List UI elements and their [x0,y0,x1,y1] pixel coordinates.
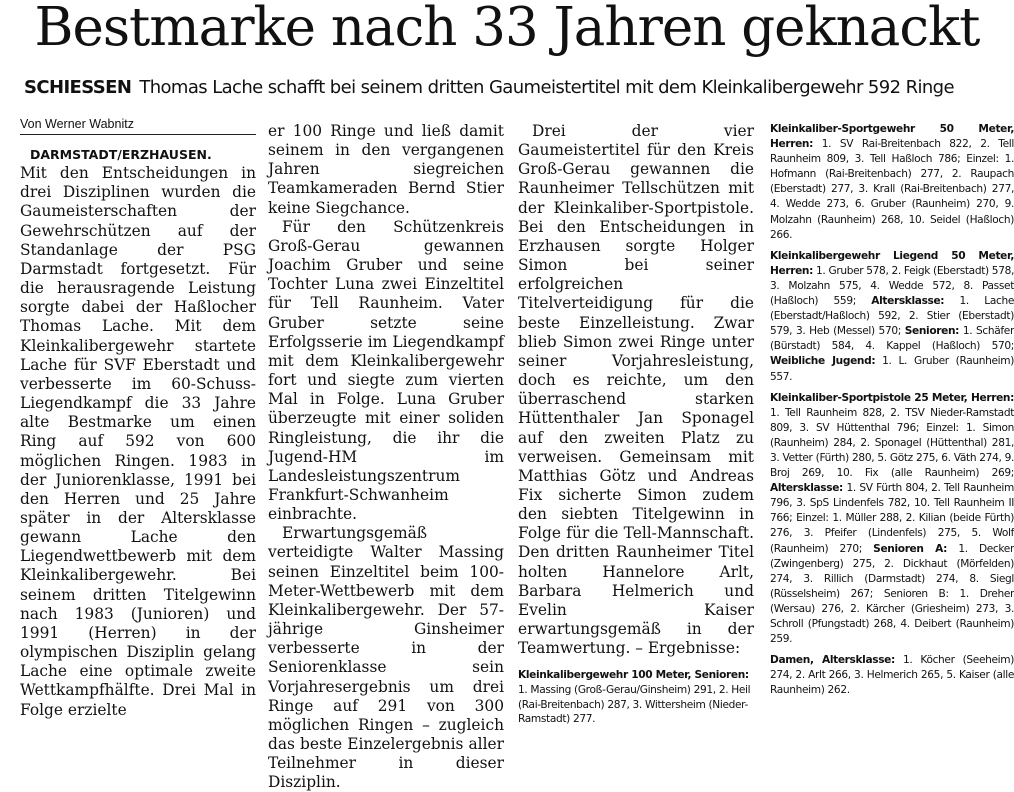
results-text: 1. Tell Raunheim 828, 2. TSV Nieder-Ramstadt 809, 3. SV Hüttenthal 796; Einzel: 1. Simon (Raunheim) 284, 2. Sponagel (Hüttenthal) 281, 3. Vetter (Fürth) 280, 5. Götz 275, 6. Väth 274, 9. Broj 269, 10. Fix (alle Raunheim) 269; [770,406,1014,480]
results-block-1 [518,668,754,726]
results-text: 1. Decker (Zwingenberg) 275, 2. Dickhaut (Mörfelden) 274, 3. Rillich (Darmstadt) 274, 8. Siegl (Rüsselsheim) 267; Senioren B: 1. Dreher (Wersau) 276, 2. Kärcher (Griesheim) 273, 3. Schroll (Pfungstadt) 268, 4. Deibert (Raunheim) 259. [770,542,1014,646]
article-subheadline [24,76,1014,100]
results-block-5 [770,653,1014,698]
paragraph-1-continued: er 100 Ringe und ließ damit seinem in den vergangenen Jahren siegreichen Teamkameraden Bernd Stier keine Siegchance. [268,122,504,217]
results-text: 1. Schäfer (Bürstadt) 584, 4. Kappel (Haßloch) 570; [770,325,1014,353]
results-heading: Kleinkaliber-Sportpistole 25 Meter, Herren: [770,391,1014,404]
article-headline: Bestmarke nach 33 Jahren geknackt [34,0,980,58]
results-heading: Kleinkalibergewehr Liegend 50 Meter, Herren: [770,249,1014,277]
section-kicker: SCHIESSEN [24,77,132,98]
results-text: 1. L. Gruber (Raunheim) 557. [770,355,1014,383]
dateline: DARMSTADT/ERZHAUSEN. [30,147,212,162]
results-text: 1. Köcher (Seeheim) 274, 2. Arlt 266, 3. Helmerich 265, 5. Kaiser (alle Raunheim) 262. [770,654,1014,697]
article-column-2 [268,122,504,792]
paragraph-4: Drei der vier Gaumeistertitel für den Kreis Groß-Gerau gewannen die Raunheimer Tellschützen mit der Kleinkaliber-Sportpistole. Bei den Entscheidungen in Erzhausen sorgte Holger Simon bei seiner erfolgreichen Titelverteidigung für die beste Einzelleistung. Zwar blieb Simon zwei Ringe unter seiner Vorjahresleistung, doch es reichte, um den überraschend starken Hüttenthaler Jan Sponagel auf den zweiten Platz zu verweisen. Gemeinsam mit Matthias Götz und Andreas Fix sicherte Simon zudem den siebten Titelgewinn in Folge für die Tell-Mannschaft. Den dritten Raunheimer Titel holten Hannelore Arlt, Barbara Helmerich und Evelin Kaiser erwartungsgemäß in der Teamwertung. – Ergebnisse: [518,122,754,658]
results-text: 1. Lache (Eberstadt/Haßloch) 592, 2. Stier (Eberstadt) 579, 3. Heb (Messel) 570; [770,295,1014,338]
results-block-3 [770,249,1014,385]
results-text: 1. Massing (Groß-Gerau/Ginsheim) 291, 2. Heil (Rai-Breitenbach) 287, 3. Wittersheim (Nieder-Ramstadt) 277. [518,683,751,726]
results-heading: Kleinkalibergewehr 100 Meter, Senioren: [518,669,749,682]
results-text: 1. SV Rai-Breitenbach 822, 2. Tell Raunheim 809, 3. Tell Haßloch 786; Einzel: 1. Hofmann (Rai-Breitenbach) 277, 2. Raupach (Eberstadt) 277, 3. Krall (Rai-Breitenbach) 277, 4. Wedde 273, 6. Gruber (Raunheim) 270, 9. Molzahn (Raunheim) 268, 10. Seidel (Haßloch) 266. [770,138,1014,241]
results-subheading: Altersklasse: [770,482,843,495]
paragraph-3: Erwartungsgemäß verteidigte Walter Massing seinen Einzeltitel beim 100-Meter-Wettbewerb mit dem Kleinkalibergewehr. Der 57-jährige Ginsheimer verbesserte in der Seniorenklasse sein Vorjahresergebnis um drei Ringe auf 291 von 300 möglichen Ringen – zugleich das beste Einzelergebnis aller Teilnehmer in dieser Disziplin. [268,524,504,792]
paragraph-1: Mit den Entscheidungen in drei Disziplinen wurden die Gaumeisterschaften der Gewehrschützen auf der Standanlage der PSG Darmstadt fortgesetzt. Für die herausragende Leistung sorgte dabei der Haßlocher Thomas Lache. Mit dem Kleinkalibergewehr startete Lache für SVF Eberstadt und verbesserte im 60-Schuss-Liegendkampf die 33 Jahre alte Bestmarke um einen Ring auf 592 von 600 möglichen Ringen. 1983 in der Juniorenklasse, 1991 bei den Herren und 25 Jahre später in der Altersklasse gewann Lache den Liegendwettbewerb mit dem Kleinkalibergewehr. Bei seinem dritten Titelgewinn nach 1983 (Junioren) und 1991 (Herren) in der olympischen Disziplin gelang Lache eine optimale zweite Wettkampfhälfte. Drei Mal in Folge erzielte [20,164,256,719]
subheadline-text: Thomas Lache schafft bei seinem dritten Gaumeistertitel mit dem Kleinkalibergewehr 592 Ringe [139,77,954,98]
results-text: 1. Gruber 578, 2. Feigk (Eberstadt) 578, 3. Molzahn 575, 4. Wedde 572, 8. Passet (Haßloch) 559; [770,264,1014,308]
results-subheading: Altersklasse: [871,295,945,308]
article-column-3 [518,122,754,727]
results-block-4 [770,391,1014,648]
paragraph-2: Für den Schützenkreis Groß-Gerau gewannen Joachim Gruber und seine Tochter Luna zwei Einzeltitel für Tell Raunheim. Vater Gruber setzte seine Erfolgsserie im Liegendkampf mit dem Kleinkalibergewehr fort und siegte zum vierten Mal in Folge. Luna Gruber überzeugte mit einer soliden Ringleistung, die ihr die Jugend-HM im Landesleistungszentrum Frankfurt-Schwanheim einbrachte. [268,217,504,524]
results-heading: Damen, Altersklasse: [770,654,895,667]
article-column-1 [20,116,256,720]
results-subheading: Weibliche Jugend: [770,355,876,368]
results-column [770,122,1014,704]
results-subheading: Senioren: [904,325,960,338]
byline: Von Werner Wabnitz [20,116,256,135]
results-block-2 [770,122,1014,243]
results-text: 1. SV Fürth 804, 2. Tell Raunheim 796, 3. SpS Lindenfels 782, 10. Tell Raunheim II 766; Einzel: 1. Müller 288, 2. Kilian (beide Fürth) 276, 3. Pfeifer (Lindenfels) 275, 5. Wolf (Raunheim) 270; [770,482,1014,555]
results-heading: Kleinkaliber-Sportgewehr 50 Meter, Herren: [770,123,1014,151]
results-subheading: Senioren A: [873,542,948,555]
